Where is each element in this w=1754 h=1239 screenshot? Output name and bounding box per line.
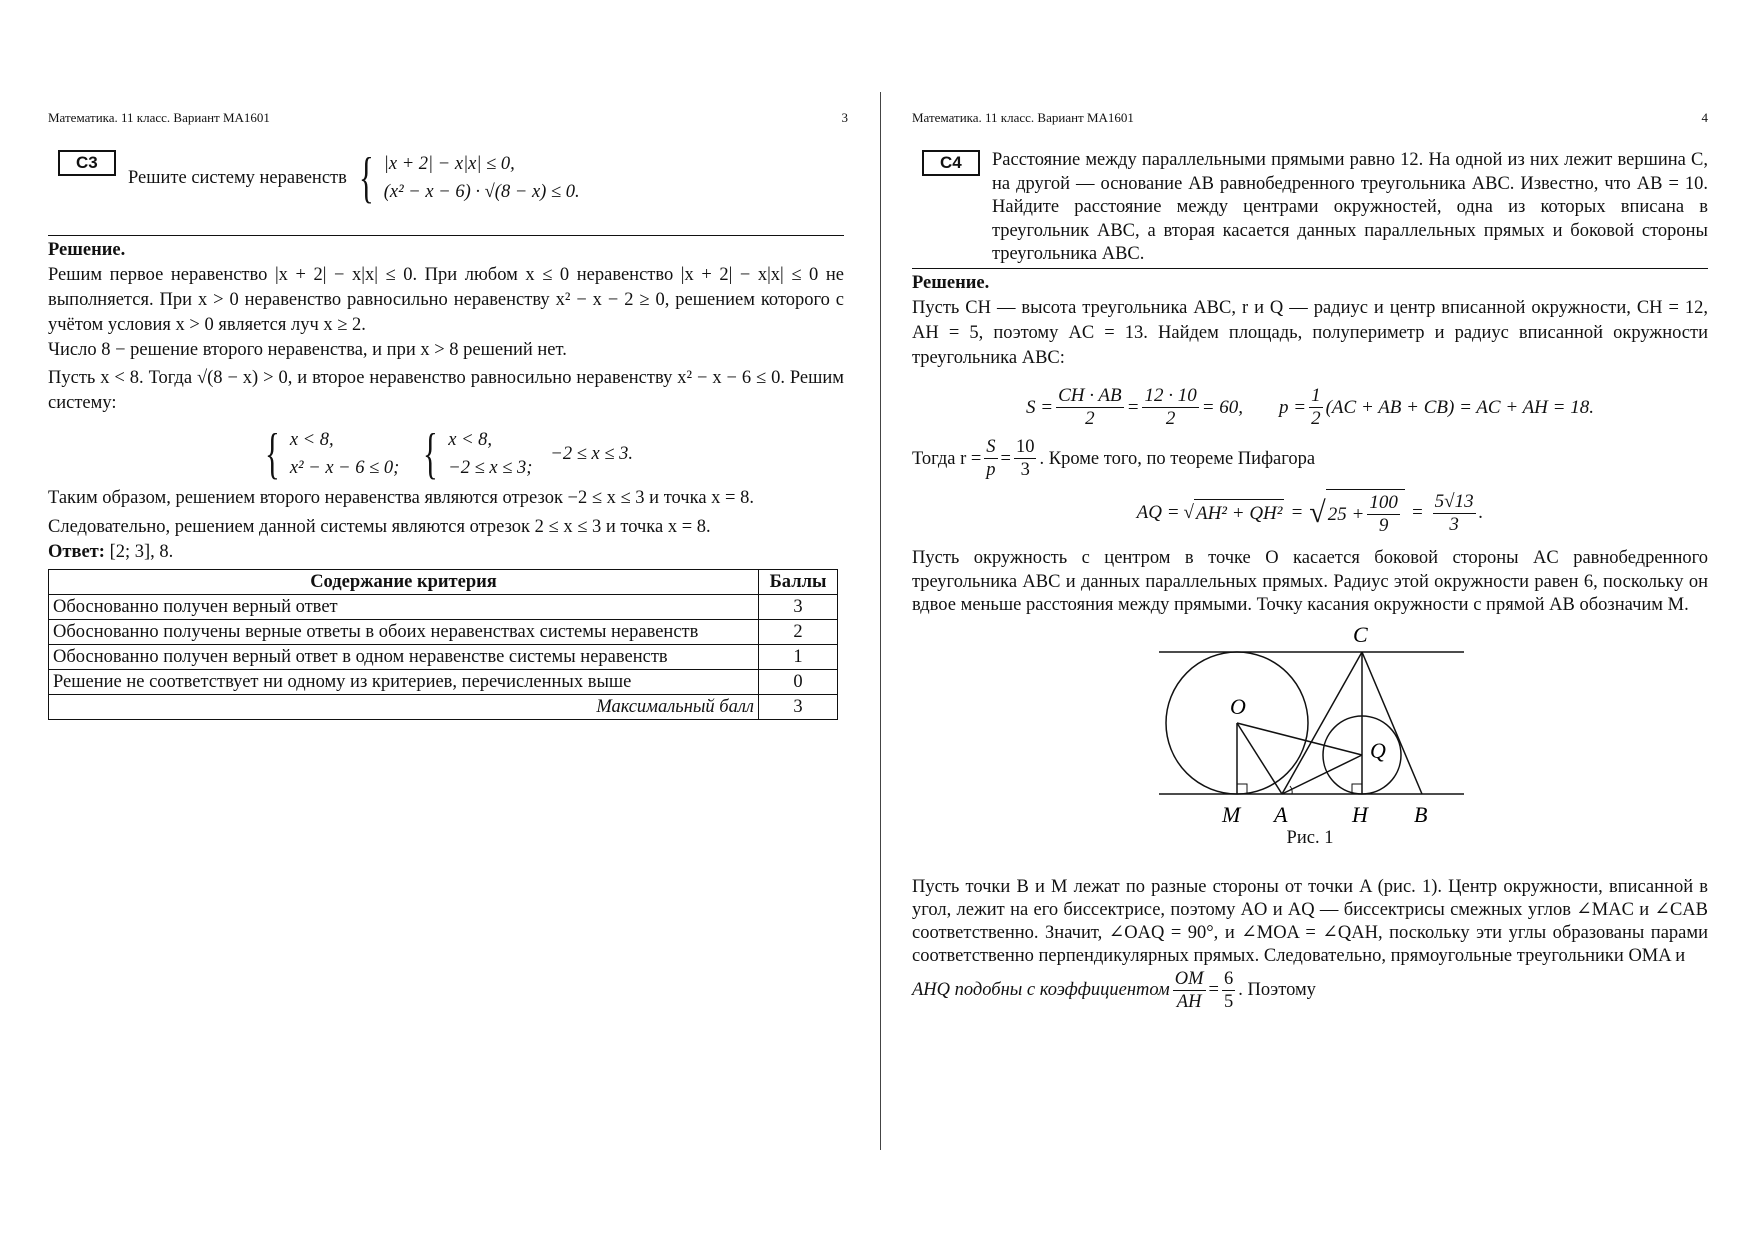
- radius-line: Тогда r = $\frac{S}{p}$ = $\frac{10}{3}$ . Кроме того, по теореме Пифагора: [912, 437, 1316, 480]
- criterion-cell: Обоснованно получен верный ответ: [49, 595, 759, 620]
- right-page: [912, 0, 1708, 1239]
- paragraph-2: Число 8 − решение второго неравенства, и при x > 8 решений нет.: [48, 340, 567, 360]
- eq-frac-num: 6: [1223, 968, 1234, 989]
- solving-system: { x < 8, x² − x − 6 ≤ 0; { x < 8, −2 ≤ x ≤ 3; −2 ≤ x ≤ 3.: [264, 423, 634, 485]
- eq-area-value: = 60,: [1201, 396, 1244, 418]
- p4-eq: =: [1208, 979, 1219, 1000]
- system-line-2: (x² − x − 6) · √(8 − x) ≤ 0.: [383, 182, 580, 202]
- equation-area: [912, 385, 1708, 430]
- label-o: O: [1230, 693, 1246, 719]
- paragraph-4: Таким образом, решением второго неравенства являются отрезок −2 ≤ x ≤ 3 и точка x = 8.: [48, 488, 754, 508]
- sys-a-line-2: x² − x − 6 ≤ 0;: [289, 458, 400, 478]
- table-header-row: [49, 570, 838, 595]
- side-bc: [1362, 652, 1422, 794]
- paragraph-1: Пусть CH — высота треугольника ABC, r и Q — радиус и центр вписанной окружности, CH = 12, AH = 5, поэтому AC = 13. Найдем площадь, полупериметр и радиус вписанной окружности треугольника ABC:: [912, 298, 1708, 368]
- paragraph-1: Решим первое неравенство |x + 2| − x|x| ≤ 0. При любом x ≤ 0 неравенство |x + 2| − x|x| ≤ 0 не выполняется. При x > 0 неравенство равносильно неравенству x² − x − 2 ≥ 0, решением которого с учётом условия x > 0 является луч x ≥ 2.: [48, 265, 844, 335]
- page-header: [912, 110, 1708, 126]
- eq-frac-den: 9: [1378, 515, 1389, 536]
- task-c4-label: C4: [922, 150, 980, 176]
- eq-frac-den: AH: [1176, 991, 1202, 1012]
- p4-post: . Поэтому: [1238, 979, 1316, 1000]
- table-row: [49, 595, 838, 620]
- solution-heading: Решение.: [912, 273, 990, 293]
- segment-oq: [1237, 723, 1362, 755]
- eq2-post: . Кроме того, по теореме Пифагора: [1039, 448, 1316, 469]
- criterion-cell: Обоснованно получены верные ответы в обоих неравенствах системы неравенств: [49, 620, 759, 645]
- sys-a-line-1: x < 8,: [289, 430, 334, 450]
- page-divider: [880, 92, 881, 1150]
- segment-aq: [1282, 755, 1362, 794]
- task-c4-statement: Расстояние между параллельными прямыми равно 12. На одной из них лежит вершина C, на другой — основание AB равнобедренного треугольника ABC. Известно, что AB = 10. Найдите расстояние между центрами окружностей, одна из которых вписана в треугольник ABC, а вторая касается данных параллельных прямых и боковой стороны треугольника ABC.: [992, 150, 1708, 264]
- task-c3-label: C3: [58, 150, 116, 176]
- criteria-table: [48, 569, 838, 720]
- eq-frac-den: 2: [1311, 408, 1321, 429]
- eq2-pre: Тогда r =: [912, 448, 982, 469]
- inequality-system: { |x + 2| − x|x| ≤ 0, (x² − x − 6) · √(8 − x) ≤ 0.: [358, 147, 580, 209]
- label-b: B: [1414, 801, 1428, 827]
- sys-b-line-2: −2 ≤ x ≤ 3;: [448, 458, 533, 478]
- paragraph-2: Пусть окружность с центром в точке O касается боковой стороны AC равнобедренного треугольника ABC и данных параллельных прямых. Радиус этой окружности равен 6, поскольку он вдвое меньше расстояния между прямыми. Точку касания окружности с прямой AB обозначим M.: [912, 548, 1708, 615]
- paragraph-4: [912, 968, 1708, 1013]
- label-a: A: [1274, 801, 1288, 827]
- header-criterion: Содержание критерия: [49, 570, 759, 595]
- system-line-1: |x + 2| − x|x| ≤ 0,: [383, 154, 515, 174]
- eq-frac-den: p: [986, 460, 996, 480]
- paragraph-3: Пусть точки B и M лежат по разные стороны от точки A (рис. 1). Центр окружности, вписанной в угол, лежит на его биссектрисе, поэтому AO и AQ — биссектрисы смежных углов ∠MAC и ∠CAB соответственно. Значит, ∠OAQ = 90°, и ∠MOA = ∠QAH, поскольку эти углы образованы парами соответственно перпендикулярных прямых. Следовательно, прямоугольные треугольники OMA и: [912, 876, 1708, 966]
- right-angle-m: [1237, 784, 1247, 794]
- table-max-row: [49, 695, 838, 720]
- page-number: 3: [841, 110, 848, 125]
- sys-b-line-1: x < 8,: [448, 430, 493, 450]
- points-cell: 1: [759, 645, 838, 670]
- left-page: [48, 0, 848, 1239]
- page-header: [48, 110, 848, 126]
- eq-equals: =: [1126, 396, 1140, 418]
- answer-value: [2; 3], 8.: [109, 542, 174, 562]
- criterion-cell: Решение не соответствует ни одному из критериев, перечисленных выше: [49, 670, 759, 695]
- eq-frac-num: 12 · 10: [1144, 385, 1197, 406]
- solution-heading: Решение.: [48, 240, 126, 260]
- paragraph-3: Пусть x < 8. Тогда √(8 − x) > 0, и второе неравенство равносильно неравенству x² − x − 6 ≤ 0. Решим систему:: [48, 368, 844, 413]
- eq-perimeter: (AC + AB + CB) = AC + AH = 18.: [1325, 396, 1594, 418]
- label-q: Q: [1370, 737, 1386, 763]
- label-h: H: [1352, 801, 1368, 827]
- points-cell: 0: [759, 670, 838, 695]
- eq-p: p =: [1279, 396, 1307, 418]
- answer-label: Ответ:: [48, 542, 105, 562]
- eq3-root2-pre: 25 +: [1327, 503, 1365, 525]
- divider-line: [912, 268, 1708, 269]
- system-result: −2 ≤ x ≤ 3.: [550, 443, 634, 464]
- eq-frac-den: 3: [1449, 513, 1459, 535]
- eq-frac-den: 2: [1085, 408, 1095, 429]
- figure-caption: Рис. 1: [1286, 827, 1334, 848]
- eq-frac-num: 100: [1369, 492, 1398, 513]
- criterion-cell: Обоснованно получен верный ответ в одном неравенстве системы неравенств: [49, 645, 759, 670]
- table-row: [49, 645, 838, 670]
- eq-frac-num: S: [986, 437, 996, 457]
- divider-line: [48, 235, 844, 236]
- eq3-lhs: AQ =: [1136, 502, 1180, 523]
- max-label: Максимальный балл: [49, 695, 759, 720]
- side-ac: [1282, 652, 1362, 794]
- eq-frac-num: OM: [1174, 968, 1204, 989]
- eq-frac-den: 3: [1020, 460, 1030, 480]
- label-m: M: [1222, 801, 1241, 827]
- eq-frac-den: 2: [1165, 408, 1176, 429]
- answer: [48, 540, 844, 565]
- eq-frac-num: 10: [1015, 437, 1035, 457]
- task-c3-statement: [128, 147, 580, 209]
- segment-oa: [1237, 723, 1282, 794]
- task-text: Решите систему неравенств: [128, 167, 347, 188]
- figure-1: [912, 618, 1708, 876]
- eq-frac-den: 5: [1223, 991, 1234, 1012]
- points-cell: 2: [759, 620, 838, 645]
- label-c: C: [1353, 621, 1368, 647]
- header-title: Математика. 11 класс. Вариант МА1601: [48, 110, 270, 125]
- page-number: 4: [1701, 110, 1708, 125]
- eq-frac-num: 1: [1311, 385, 1321, 406]
- p4-pre: AHQ подобны с коэффициентом: [912, 979, 1170, 1000]
- eq3-root1: AH² + QH²: [1194, 499, 1284, 528]
- header-title: Математика. 11 класс. Вариант МА1601: [912, 110, 1134, 125]
- paragraph-5: Следовательно, решением данной системы являются отрезок 2 ≤ x ≤ 3 и точка x = 8.: [48, 517, 711, 537]
- pythagoras-equation: AQ = √ AH² + QH² = √ 25 + $\frac{100}{9}$ = $\frac{5√13}{3}$ .: [1136, 490, 1484, 536]
- table-row: [49, 670, 838, 695]
- eq-frac-num: CH · AB: [1058, 385, 1122, 406]
- eq-s: S =: [1026, 396, 1054, 418]
- max-value: 3: [759, 695, 838, 720]
- points-cell: 3: [759, 595, 838, 620]
- header-points: Баллы: [759, 570, 838, 595]
- eq-frac-num: 5√13: [1434, 490, 1474, 512]
- table-row: [49, 620, 838, 645]
